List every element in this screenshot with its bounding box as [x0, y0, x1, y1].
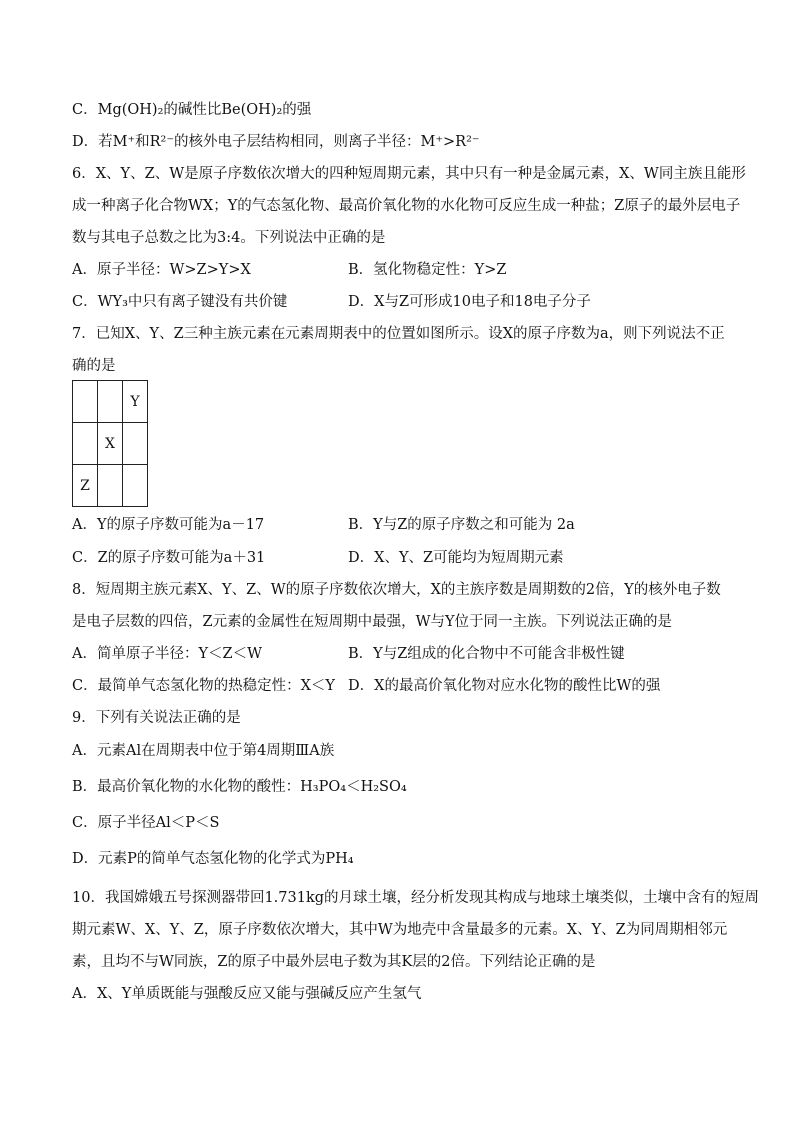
q5-option-d: D．若M⁺和R²⁻的核外电子层结构相同，则离子半径：M⁺>R²⁻: [72, 134, 480, 150]
q7-option-a: A．Y的原子序数可能为a－17: [72, 517, 265, 533]
q6-stem-line-3: 数与其电子总数之比为3:4。下列说法中正确的是: [72, 230, 386, 246]
grid-cell: X: [98, 423, 123, 465]
q8-option-d: D．X的最高价氧化物对应水化物的酸性比W的强: [348, 678, 661, 694]
grid-row: [73, 381, 148, 423]
q6-stem-line-1: 6．X、Y、Z、W是原子序数依次增大的四种短周期元素，其中只有一种是金属元素，X、W同主族且能形: [72, 166, 746, 182]
q7-stem-line-2: 确的是: [72, 358, 116, 374]
q6-option-d: D．X与Z可形成10电子和18电子分子: [348, 294, 591, 310]
q9-option-c: C．原子半径Al＜P＜S: [72, 815, 220, 831]
q10-stem-line-3: 素，且均不与W同族，Z的原子中最外层电子数为其K层的2倍。下列结论正确的是: [72, 954, 596, 970]
q9-option-d: D．元素P的简单气态氢化物的化学式为PH₄: [72, 851, 354, 867]
q6-option-c: C．WY₃中只有离子键没有共价键: [72, 294, 288, 310]
grid-cell: Y: [123, 381, 148, 423]
q5-option-c: C．Mg(OH)₂的碱性比Be(OH)₂的强: [72, 102, 312, 118]
q6-stem-line-2: 成一种离子化合物WX；Y的气态氢化物、最高价氧化物的水化物可反应生成一种盐；Z原子的最外层电子: [72, 198, 741, 214]
q9-option-b: B．最高价氧化物的水化物的酸性：H₃PO₄＜H₂SO₄: [72, 779, 407, 795]
grid-cell: [123, 465, 148, 507]
q9-option-a: A．元素Al在周期表中位于第4周期ⅢA族: [72, 743, 335, 759]
grid-cell: [98, 381, 123, 423]
q6-option-a: A．原子半径：W>Z>Y>X: [72, 262, 251, 278]
q10-stem-line-1: 10．我国嫦娥五号探测器带回1.731kg的月球土壤，经分析发现其构成与地球土壤类似，土壤中含有的短周: [72, 890, 760, 906]
q7-stem-line-1: 7．已知X、Y、Z三种主族元素在元素周期表中的位置如图所示。设X的原子序数为a，则下列说法不正: [72, 326, 725, 342]
q7-option-c: C．Z的原子序数可能为a＋31: [72, 550, 266, 566]
q8-option-c: C．最简单气态氢化物的热稳定性：X＜Y: [72, 678, 335, 694]
grid-cell: [73, 381, 98, 423]
q9-stem: 9．下列有关说法正确的是: [72, 710, 241, 726]
q7-option-d: D．X、Y、Z可能均为短周期元素: [348, 550, 564, 566]
q8-option-a: A．简单原子半径：Y＜Z＜W: [72, 646, 263, 662]
grid-cell: [73, 423, 98, 465]
q6-option-b: B．氢化物稳定性：Y>Z: [348, 262, 507, 278]
grid-row: [73, 423, 148, 465]
grid-row: [73, 465, 148, 507]
q8-stem-line-2: 是电子层数的四倍，Z元素的金属性在短周期中最强，W与Y位于同一主族。下列说法正确的是: [72, 614, 673, 630]
grid-cell: Z: [73, 465, 98, 507]
grid-cell: [123, 423, 148, 465]
q7-option-b: B．Y与Z的原子序数之和可能为 2a: [348, 517, 575, 533]
q10-stem-line-2: 期元素W、X、Y、Z，原子序数依次增大，其中W为地壳中含量最多的元素。X、Y、Z为同周期相邻元: [72, 922, 728, 938]
periodic-position-grid: [72, 380, 148, 507]
q10-option-a: A．X、Y单质既能与强酸反应又能与强碱反应产生氢气: [72, 986, 422, 1002]
q8-option-b: B．Y与Z组成的化合物中不可能含非极性键: [348, 646, 625, 662]
grid-cell: [98, 465, 123, 507]
q8-stem-line-1: 8．短周期主族元素X、Y、Z、W的原子序数依次增大，X的主族序数是周期数的2倍，Y的核外电子数: [72, 582, 721, 598]
